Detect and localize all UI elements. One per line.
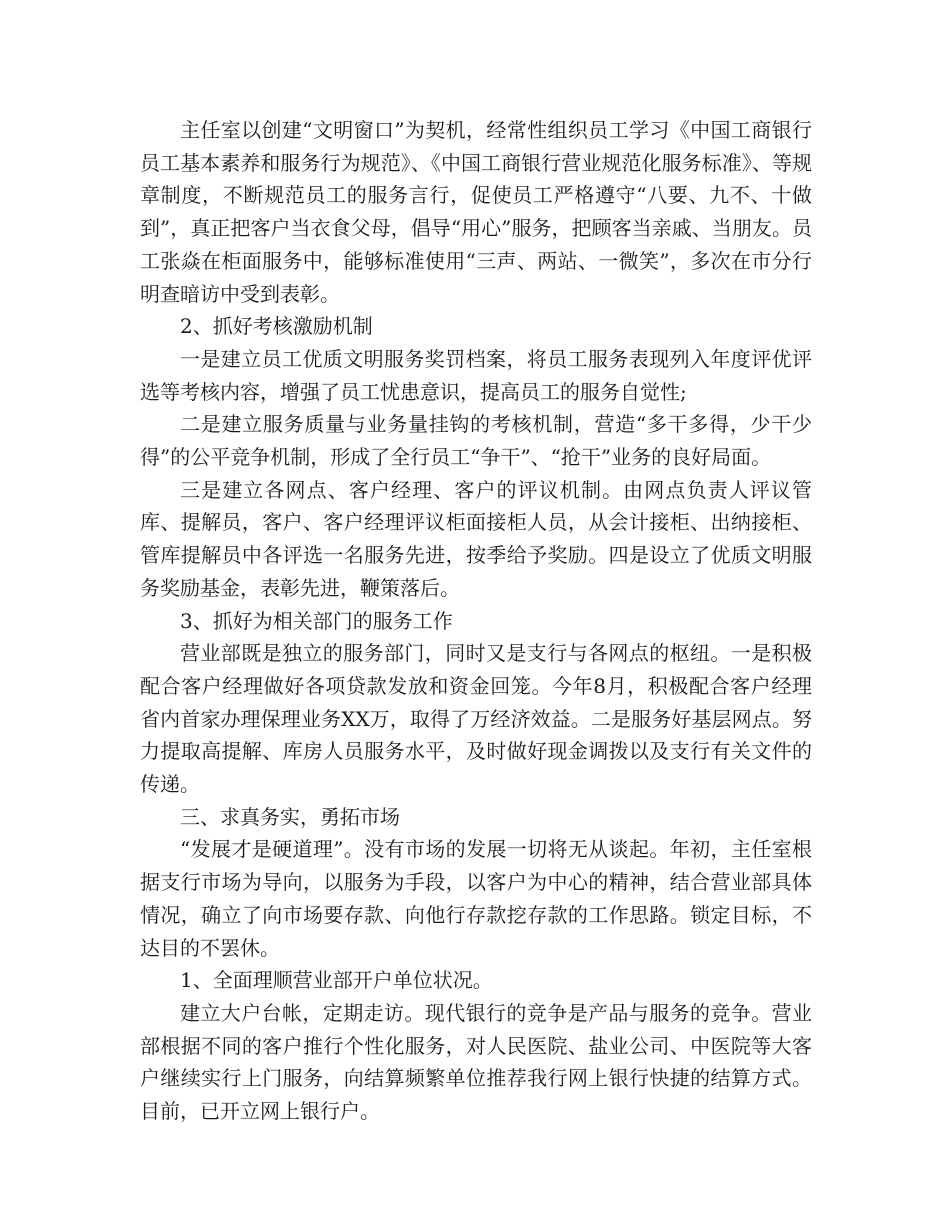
paragraph-reward-archive: 一是建立员工优质文明服务奖罚档案，将员工服务表现列入年度评优评选等考核内容，增强了员工忧患意识，提高员工的服务自觉性; [140,346,812,404]
heading-assessment-incentive: 2、抓好考核激励机制 [180,314,373,339]
heading-related-departments: 3、抓好为相关部门的服务工作 [180,608,453,633]
paragraph-business-department: 营业部既是独立的服务部门，同时又是支行与各网点的枢纽。一是积极配合客户经理做好各项贷款发放和资金回笼。今年8月，积极配合客户经理省内首家办理保理业务XX万，取得了万经济效益。二是服务好基层网点。努力提取高提解、库房人员服务水平，及时做好现金调拨以及支行有关文件的传递。 [140,641,812,797]
paragraph-service-standards: 主任室以创建“文明窗口”为契机，经常性组织员工学习《中国工商银行员工基本素养和服务行为规范》、《中国工商银行营业规范化服务标准》、等规章制度，不断规范员工的服务言行，促使员工严格遵守“八要、九不、十做到”，真正把客户当衣食父母，倡导“用心”服务，把顾客当亲戚、当朋友。员工张焱在柜面服务中，能够标准使用“三声、两站、一微笑”，多次在市分行明查暗访中受到表彰。 [140,118,812,306]
document-page [140,114,812,1128]
paragraph-evaluation-mechanism: 三是建立各网点、客户经理、客户的评议机制。由网点负责人评议管库、提解员，客户、客户经理评议柜面接柜人员，从会计接柜、出纳接柜、管库提解员中各评选一名服务先进，按季给予奖励。四是设立了优质文明服务奖励基金，表彰先进，鞭策落后。 [140,477,812,600]
heading-account-status: 1、全面理顺营业部开户单位状况。 [180,968,493,993]
paragraph-development: “发展才是硬道理”。没有市场的发展一切将无从谈起。年初，主任室根据支行市场为导向，以服务为手段，以客户为中心的精神，结合营业部具体情况，确立了向市场要存款、向他行存款挖存款的工作思路。锁定目标，不达目的不罢休。 [140,837,812,960]
paragraph-major-accounts: 建立大户台帐，定期走访。现代银行的竞争是产品与服务的竞争。营业部根据不同的客户推行个性化服务，对人民医院、盐业公司、中医院等大客户继续实行上门服务，向结算频繁单位推荐我行网上银行快捷的结算方式。目前，已开立网上银行户。 [140,1000,812,1124]
paragraph-assessment-mechanism: 二是建立服务质量与业务量挂钩的考核机制，营造“多干多得，少干少得”的公平竞争机制，形成了全行员工“争干”、“抢干”业务的良好局面。 [140,412,812,470]
heading-market-expansion: 三、求真务实，勇拓市场 [180,804,400,829]
